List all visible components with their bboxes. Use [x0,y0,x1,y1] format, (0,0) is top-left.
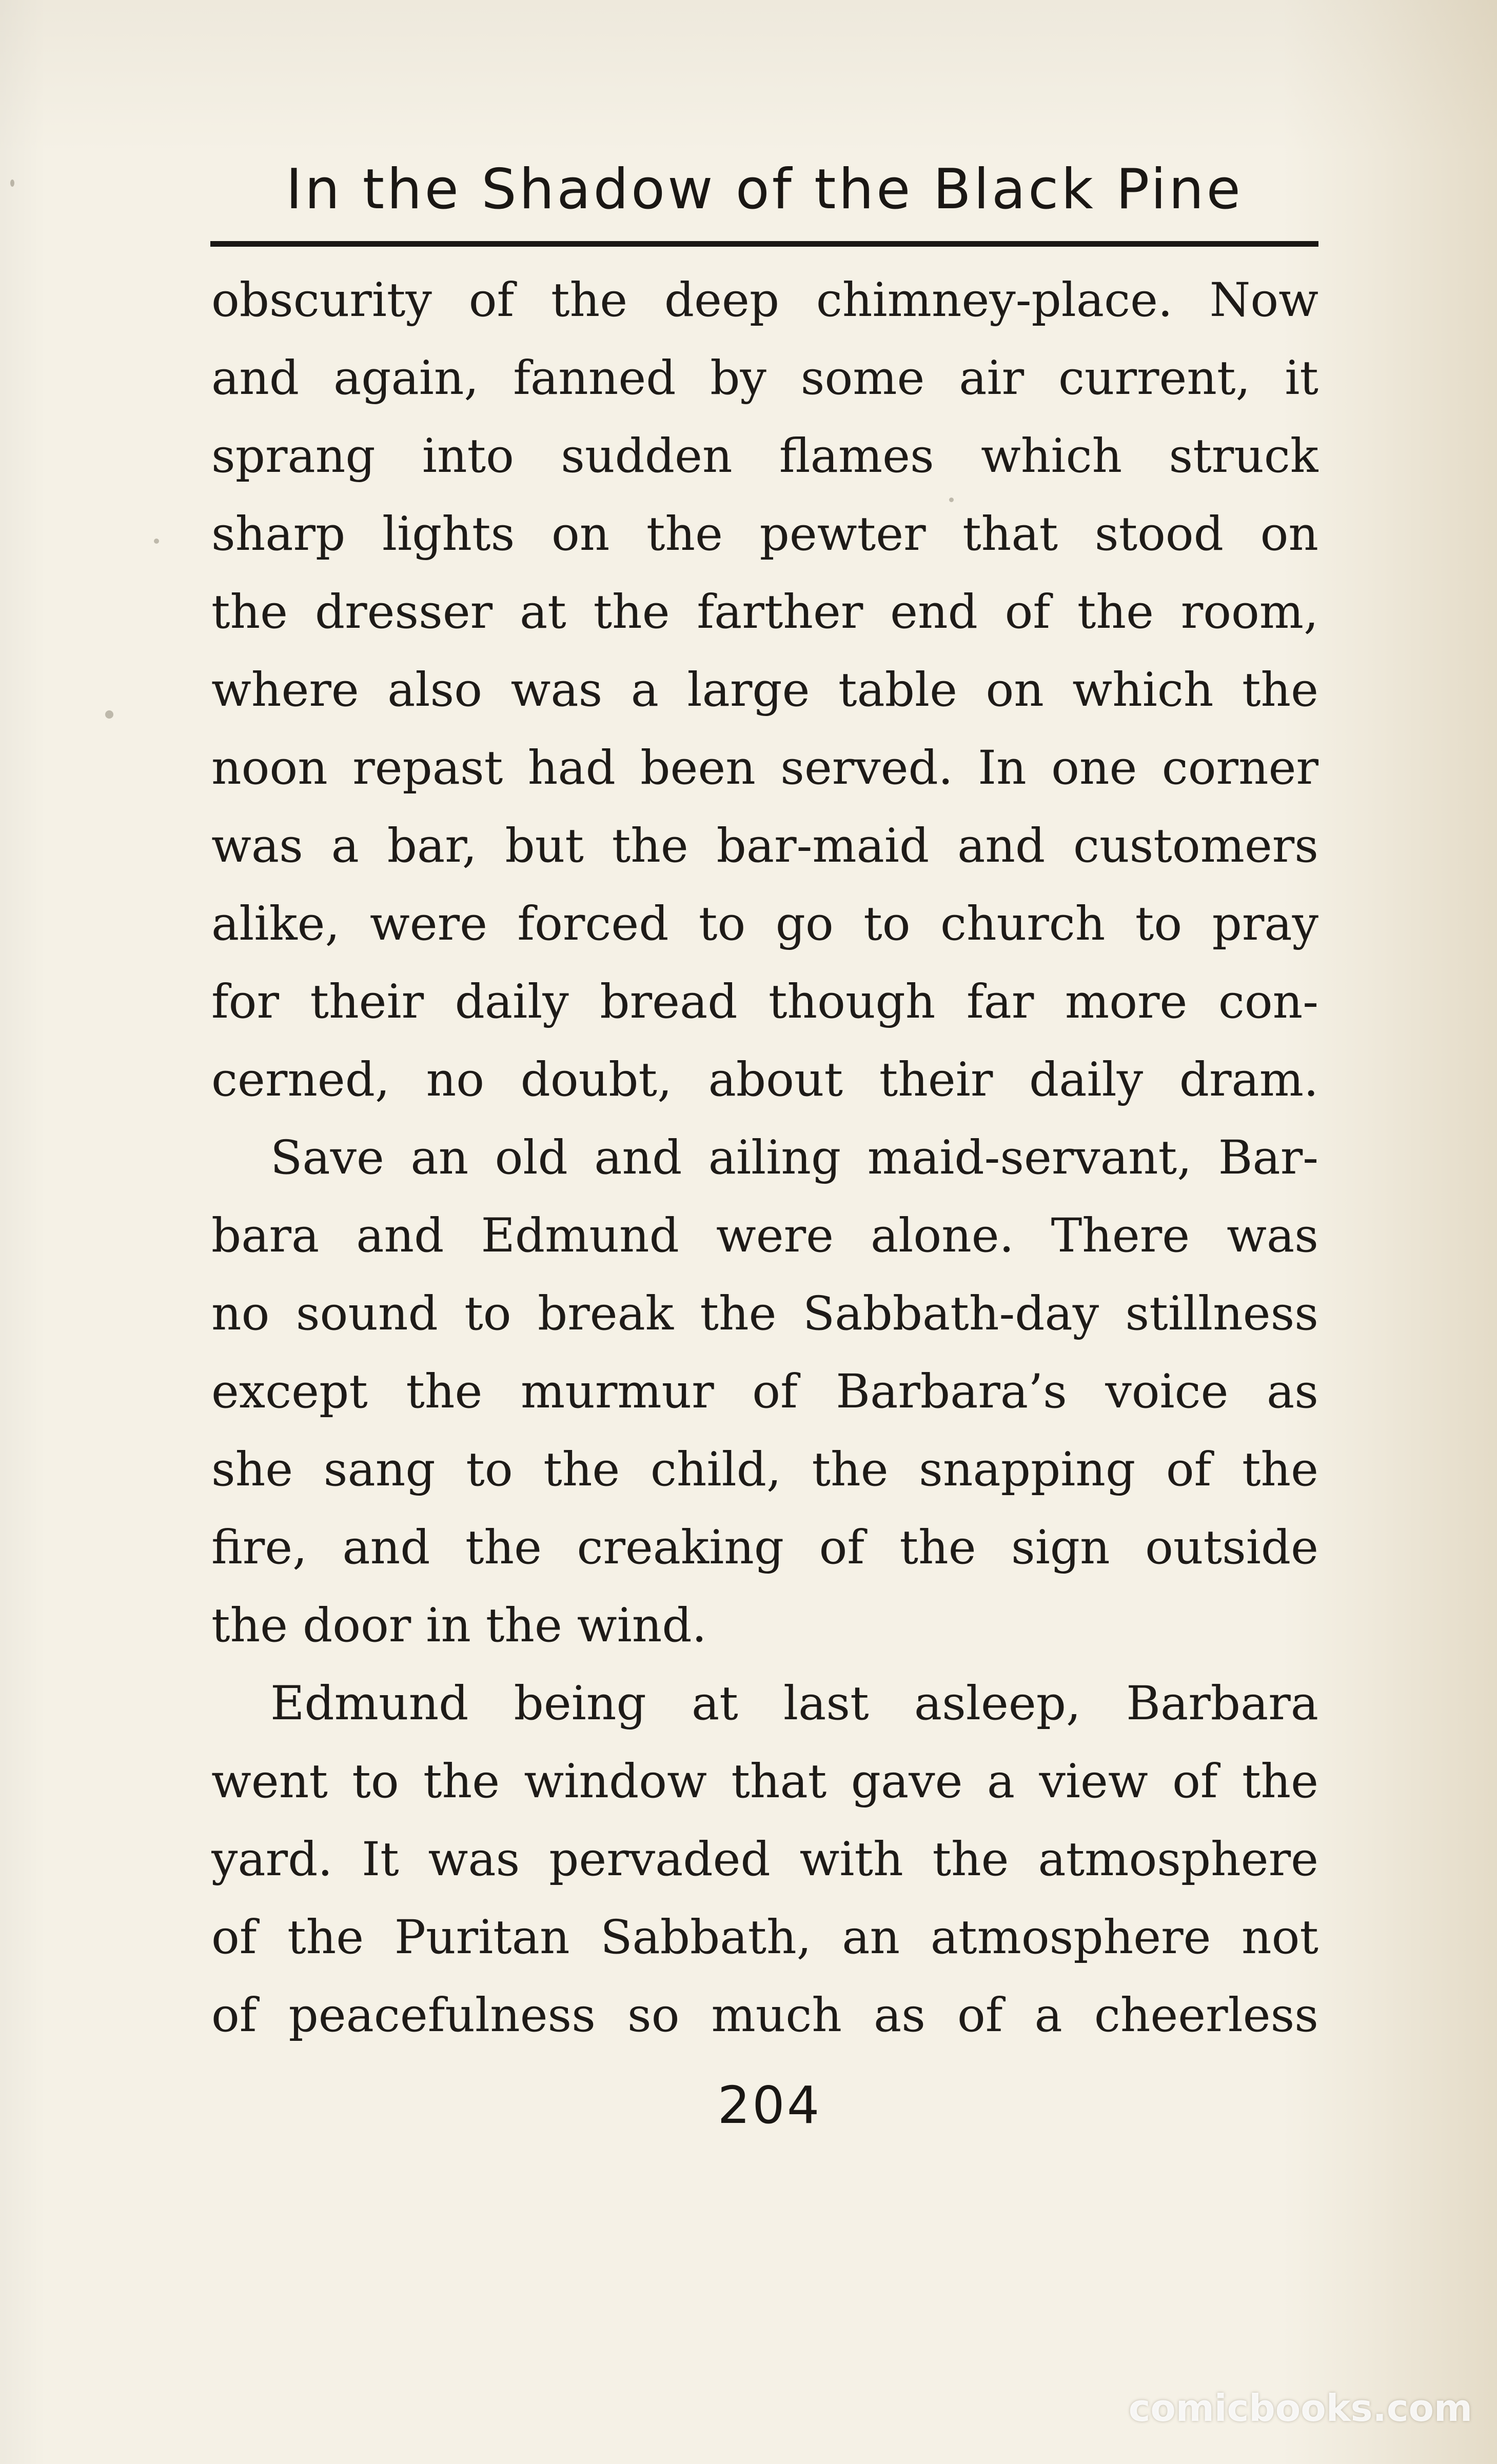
text-line: was a bar, but the bar-maid and customers [211,819,1318,873]
text-line: cerned, no doubt, about their daily dram. [211,1053,1318,1107]
paper-speck [154,539,159,544]
text-line: sharp lights on the pewter that stood on [211,507,1318,561]
text-line: went to the window that gave a view of the [211,1755,1318,1809]
text-line: obscurity of the deep chimney-place. Now [211,273,1318,327]
watermark: comicbooks.com [1128,2387,1472,2430]
text-line: where also was a large table on which the [211,663,1318,717]
text-line: noon repast had been served. In one corner [211,741,1318,795]
text-line: of peacefulness so much as of a cheerless [211,1989,1318,2042]
text-line: Save an old and ailing maid-servant, Bar- [270,1131,1318,1185]
page-number: 204 [717,2075,822,2135]
text-line: Edmund being at last asleep, Barbara [270,1677,1318,1731]
paper-speck [949,498,954,502]
text-line: of the Puritan Sabbath, an atmosphere not [211,1911,1318,1964]
text-line: fire, and the creaking of the sign outside [211,1521,1318,1575]
text-line: and again, fanned by some air current, it [211,351,1318,405]
text-line: except the murmur of Barbara’s voice as [211,1365,1318,1419]
body-text [211,262,1318,2055]
text-line: the dresser at the farther end of the room, [211,585,1318,639]
text-line: sprang into sudden flames which struck [211,429,1318,483]
text-line: the door in the wind. [211,1599,707,1653]
text-line: alike, were forced to go to church to pray [211,897,1318,951]
running-head: In the Shadow of the Black Pine [286,157,1243,222]
text-line: no sound to break the Sabbath-day stillness [211,1287,1318,1341]
text-line: bara and Edmund were alone. There was [211,1209,1318,1263]
paper-speck [10,180,14,187]
text-line: yard. It was pervaded with the atmosphere [211,1833,1318,1886]
paper-speck [105,710,113,719]
text-line: for their daily bread though far more con- [211,975,1318,1029]
header-rule [210,241,1318,247]
text-line: she sang to the child, the snapping of the [211,1443,1318,1497]
